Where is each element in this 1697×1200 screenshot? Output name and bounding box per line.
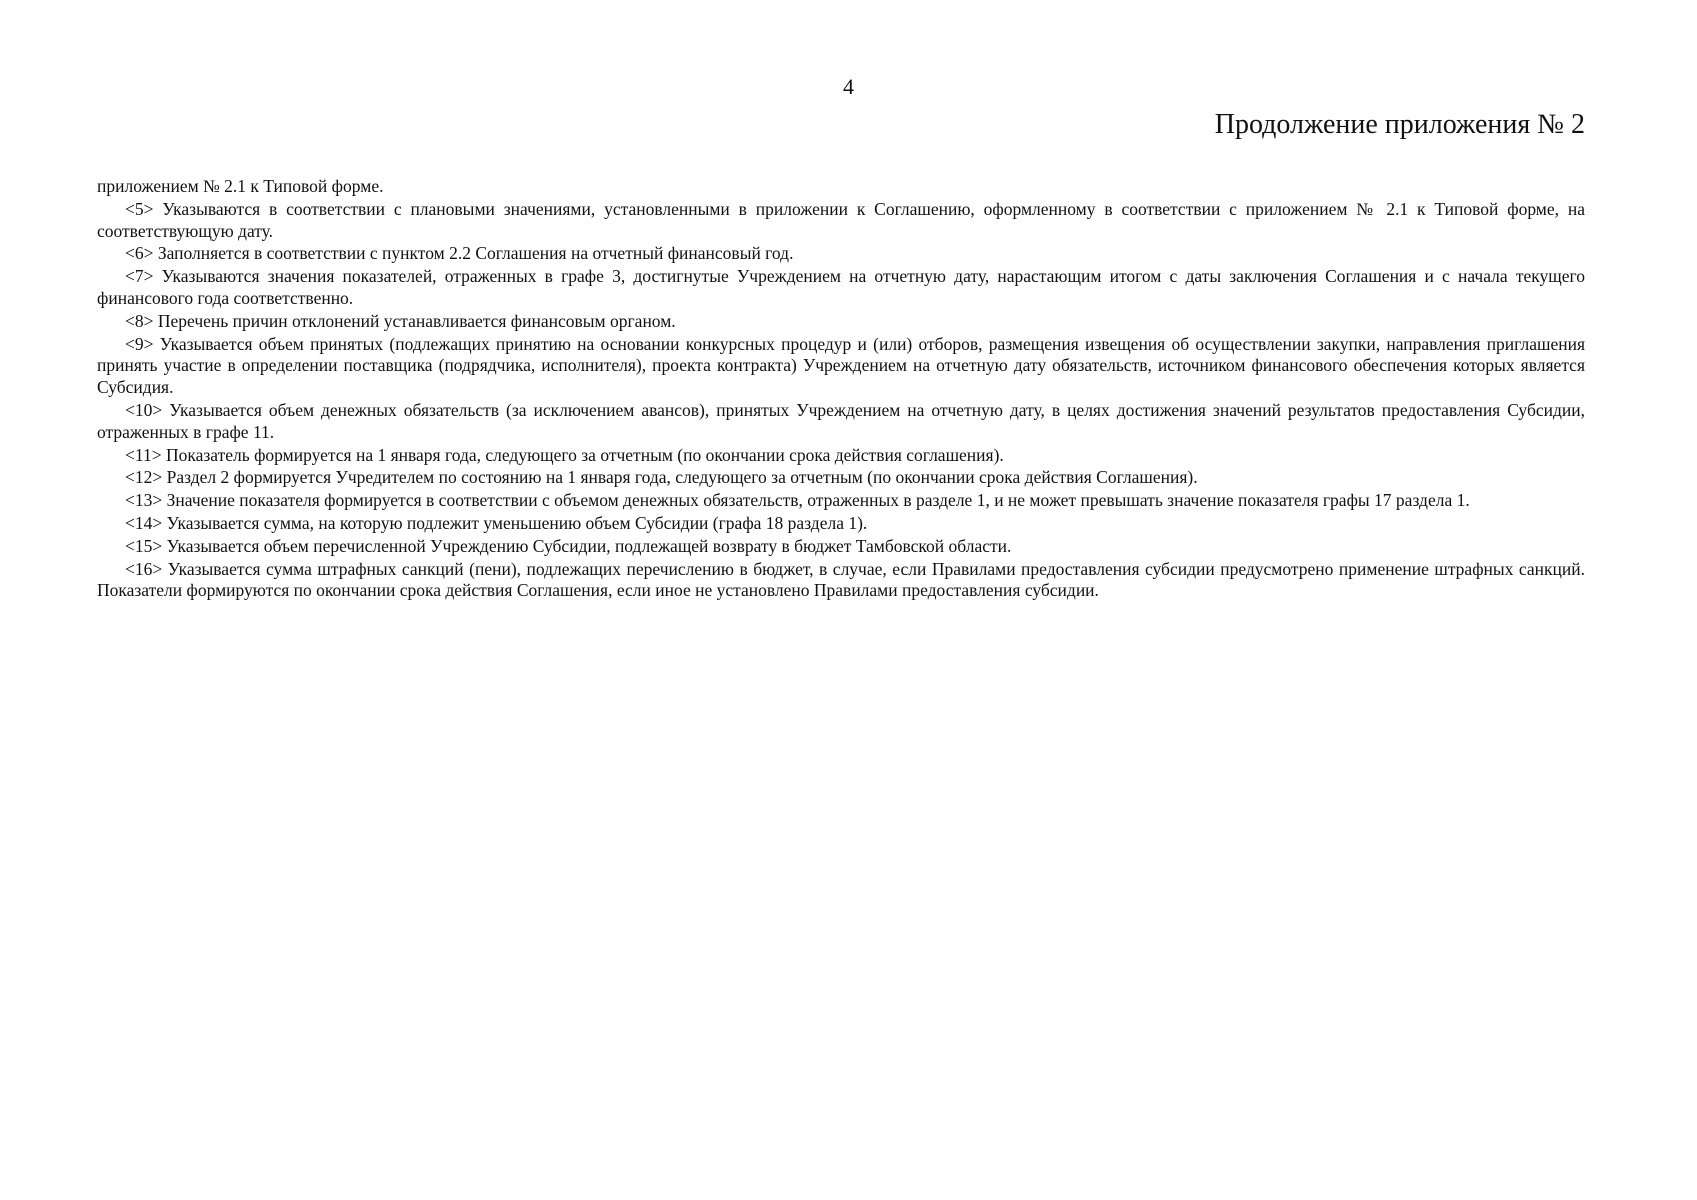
footnote-10: <10> Указывается объем денежных обязательств (за исключением авансов), принятых Учреждением на отчетную дату, в целях достижения значений результатов предоставления Субсидии, отраженных в графе 11. — [97, 399, 1585, 442]
footnote-6: <6> Заполняется в соответствии с пунктом 2.2 Соглашения на отчетный финансовый год. — [125, 243, 794, 264]
footnote-9: <9> Указывается объем принятых (подлежащих принятию на основании конкурсных процедур и (или) отборов, размещения извещения об осуществлении закупки, направления приглашения принять участие в определении поставщика (подрядчика, исполнителя), проекта контракта) Учреждением на отчетную дату обязательств, источником финансового обеспечения которых является Субсидия. — [97, 333, 1585, 398]
footnote-8: <8> Перечень причин отклонений устанавливается финансовым органом. — [125, 310, 676, 331]
footnotes-list — [97, 176, 1585, 603]
footnote-15: <15> Указывается объем перечисленной Учреждению Субсидии, подлежащей возврату в бюджет Тамбовской области. — [125, 535, 1012, 556]
footnote-14: <14> Указывается сумма, на которую подлежит уменьшению объем Субсидии (графа 18 раздела 1). — [125, 512, 868, 533]
page-number: 4 — [843, 74, 854, 99]
footnote-16: <16> Указывается сумма штрафных санкций (пени), подлежащих перечислению в бюджет, в случае, если Правилами предоставления субсидии предусмотрено применение штрафных санкций. Показатели формируются по окончании срока действия Соглашения, если иное не установлено Правилами предоставления субсидии. — [97, 558, 1585, 601]
footnote-11: <11> Показатель формируется на 1 января года, следующего за отчетным (по окончании срока действия соглашения). — [125, 444, 1004, 465]
footnote-continuation: приложением № 2.1 к Типовой форме. — [97, 176, 384, 196]
footnote-13: <13> Значение показателя формируется в соответствии с объемом денежных обязательств, отраженных в разделе 1, и не может превышать значение показателя графы 17 раздела 1. — [125, 490, 1470, 511]
appendix-heading: Продолжение приложения № 2 — [1214, 109, 1585, 140]
footnote-7: <7> Указываются значения показателей, отраженных в графе 3, достигнутые Учреждением на отчетную дату, нарастающим итогом с даты заключения Соглашения и с начала текущего финансового года соответственно. — [97, 266, 1585, 308]
footnote-5: <5> Указываются в соответствии с плановыми значениями, установленными в приложении к Соглашению, оформленному в соответствии с приложением № 2.1 к Типовой форме, на соответствующую дату. — [97, 198, 1585, 241]
footnote-12: <12> Раздел 2 формируется Учредителем по состоянию на 1 января года, следующего за отчетным (по окончании срока действия Соглашения). — [125, 467, 1198, 488]
